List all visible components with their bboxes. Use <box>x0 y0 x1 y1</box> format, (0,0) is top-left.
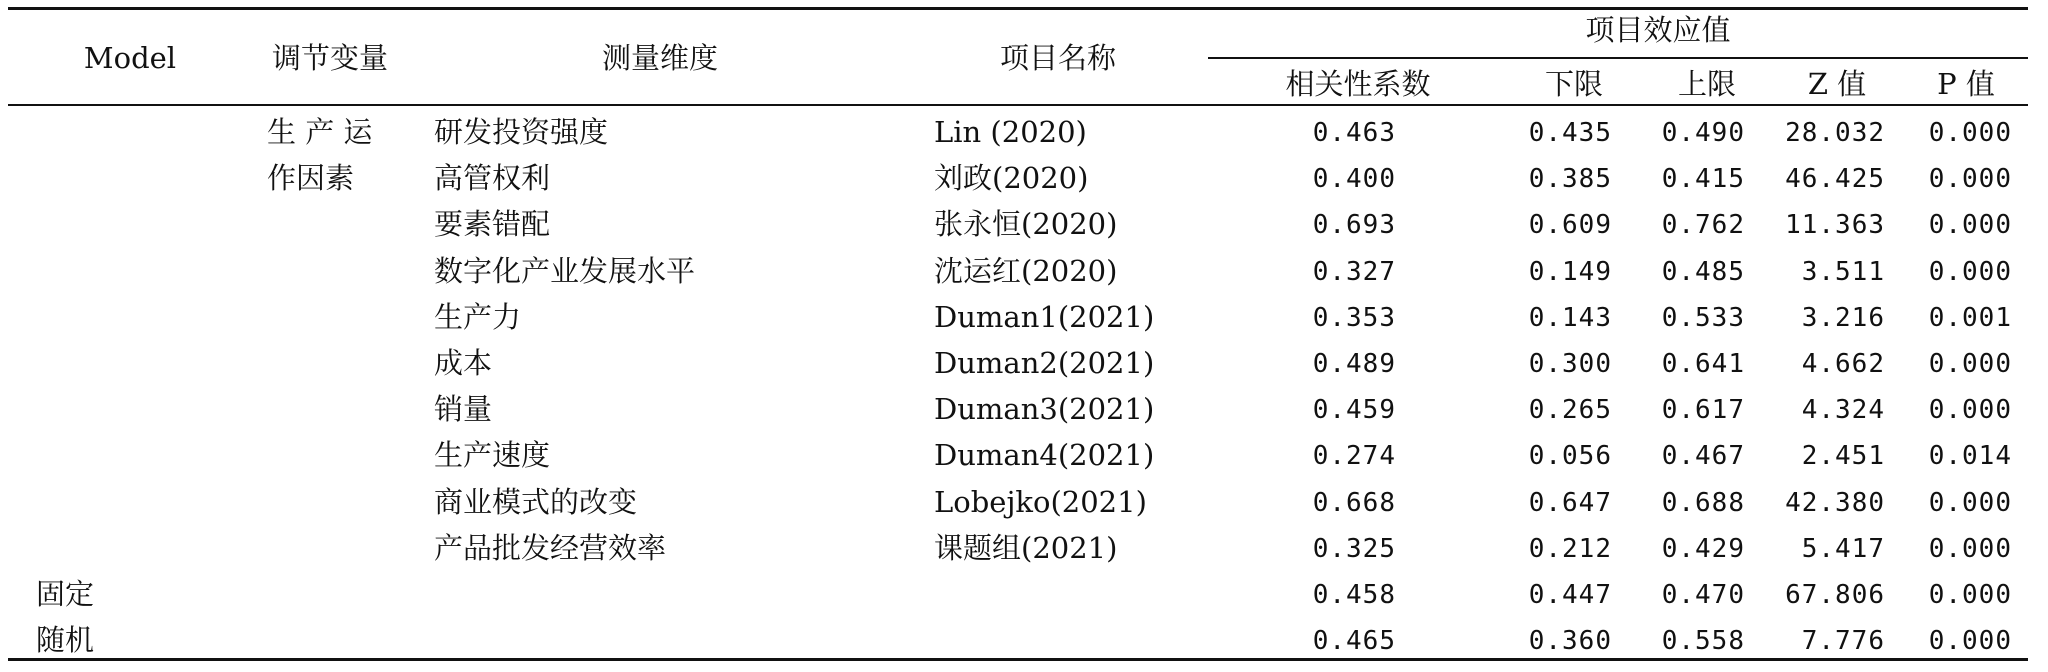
row-correlation: 0.325 <box>1312 534 1396 564</box>
row-z: 3.216 <box>1801 303 1885 333</box>
row-lower: 0.300 <box>1528 349 1612 379</box>
row-dimension: 数字化产业发展水平 <box>434 254 696 288</box>
row-z: 3.511 <box>1801 257 1885 287</box>
row-upper: 0.688 <box>1661 488 1745 518</box>
summary-correlation: 0.465 <box>1312 626 1396 656</box>
row-correlation: 0.459 <box>1312 395 1396 425</box>
row-upper: 0.490 <box>1661 118 1745 148</box>
row-z: 11.363 <box>1785 210 1885 240</box>
row-p: 0.000 <box>1928 534 2012 564</box>
row-correlation: 0.668 <box>1312 488 1396 518</box>
row-lower: 0.435 <box>1528 118 1612 148</box>
row-lower: 0.385 <box>1528 164 1612 194</box>
row-lower: 0.056 <box>1528 441 1612 471</box>
header-moderator: 调节变量 <box>271 41 389 75</box>
row-p: 0.001 <box>1928 303 2012 333</box>
row-correlation: 0.353 <box>1312 303 1396 333</box>
row-upper: 0.641 <box>1661 349 1745 379</box>
summary-upper: 0.470 <box>1661 580 1745 610</box>
row-lower: 0.149 <box>1528 257 1612 287</box>
row-dimension: 要素错配 <box>434 207 551 241</box>
row-z: 4.662 <box>1801 349 1885 379</box>
row-upper: 0.533 <box>1661 303 1745 333</box>
row-dimension: 生产力 <box>434 300 522 334</box>
row-project: Duman3(2021) <box>934 392 1155 426</box>
row-p: 0.000 <box>1928 349 2012 379</box>
summary-p: 0.000 <box>1928 580 2012 610</box>
summary-z: 67.806 <box>1785 580 1885 610</box>
top-rule <box>8 7 2028 10</box>
row-upper: 0.429 <box>1661 534 1745 564</box>
row-p: 0.000 <box>1928 488 2012 518</box>
row-dimension: 产品批发经营效率 <box>434 531 667 565</box>
row-correlation: 0.274 <box>1312 441 1396 471</box>
summary-lower: 0.447 <box>1528 580 1612 610</box>
row-z: 42.380 <box>1785 488 1885 518</box>
row-upper: 0.617 <box>1661 395 1745 425</box>
summary-p: 0.000 <box>1928 626 2012 656</box>
row-project: Duman4(2021) <box>934 438 1155 472</box>
row-dimension: 研发投资强度 <box>434 115 609 149</box>
row-lower: 0.265 <box>1528 395 1612 425</box>
header-p: P 值 <box>1937 67 1995 101</box>
row-upper: 0.467 <box>1661 441 1745 471</box>
row-upper: 0.762 <box>1661 210 1745 240</box>
row-project: 张永恒(2020) <box>934 207 1118 241</box>
moderator-label-line2: 作因素 <box>267 161 355 195</box>
row-lower: 0.143 <box>1528 303 1612 333</box>
row-lower: 0.212 <box>1528 534 1612 564</box>
header-effect-group: 项目效应值 <box>1585 13 1731 47</box>
row-z: 2.451 <box>1801 441 1885 471</box>
row-correlation: 0.693 <box>1312 210 1396 240</box>
row-project: Lobejko(2021) <box>934 485 1147 519</box>
row-upper: 0.415 <box>1661 164 1745 194</box>
row-z: 5.417 <box>1801 534 1885 564</box>
row-p: 0.000 <box>1928 210 2012 240</box>
row-project: Lin (2020) <box>934 115 1087 149</box>
row-lower: 0.647 <box>1528 488 1612 518</box>
header-rule <box>8 104 2028 106</box>
row-dimension: 生产速度 <box>434 438 551 472</box>
header-correlation: 相关性系数 <box>1285 67 1431 101</box>
header-z: Z 值 <box>1807 67 1867 101</box>
row-z: 46.425 <box>1785 164 1885 194</box>
row-project: 课题组(2021) <box>934 531 1118 565</box>
summary-model: 固定 <box>36 577 95 611</box>
row-correlation: 0.400 <box>1312 164 1396 194</box>
row-p: 0.014 <box>1928 441 2012 471</box>
summary-lower: 0.360 <box>1528 626 1612 656</box>
row-dimension: 销量 <box>434 392 493 426</box>
row-p: 0.000 <box>1928 257 2012 287</box>
row-dimension: 成本 <box>434 346 493 380</box>
row-p: 0.000 <box>1928 164 2012 194</box>
row-project: Duman2(2021) <box>934 346 1155 380</box>
summary-correlation: 0.458 <box>1312 580 1396 610</box>
row-correlation: 0.489 <box>1312 349 1396 379</box>
row-p: 0.000 <box>1928 118 2012 148</box>
header-upper: 上限 <box>1677 67 1737 101</box>
header-model: Model <box>83 41 177 75</box>
summary-upper: 0.558 <box>1661 626 1745 656</box>
row-p: 0.000 <box>1928 395 2012 425</box>
summary-z: 7.776 <box>1801 626 1885 656</box>
row-z: 28.032 <box>1785 118 1885 148</box>
row-project: Duman1(2021) <box>934 300 1155 334</box>
row-lower: 0.609 <box>1528 210 1612 240</box>
bottom-rule <box>8 658 2028 661</box>
effect-group-rule <box>1208 57 2028 59</box>
row-upper: 0.485 <box>1661 257 1745 287</box>
row-dimension: 商业模式的改变 <box>434 485 638 519</box>
moderator-label-line1: 生 产 运 <box>267 115 373 149</box>
row-correlation: 0.463 <box>1312 118 1396 148</box>
row-project: 沈运红(2020) <box>934 254 1118 288</box>
row-z: 4.324 <box>1801 395 1885 425</box>
header-lower: 下限 <box>1544 67 1604 101</box>
row-correlation: 0.327 <box>1312 257 1396 287</box>
row-dimension: 高管权利 <box>434 161 551 195</box>
summary-model: 随机 <box>36 623 95 657</box>
row-project: 刘政(2020) <box>934 161 1089 195</box>
header-project: 项目名称 <box>999 41 1117 75</box>
header-dimension: 测量维度 <box>601 41 719 75</box>
